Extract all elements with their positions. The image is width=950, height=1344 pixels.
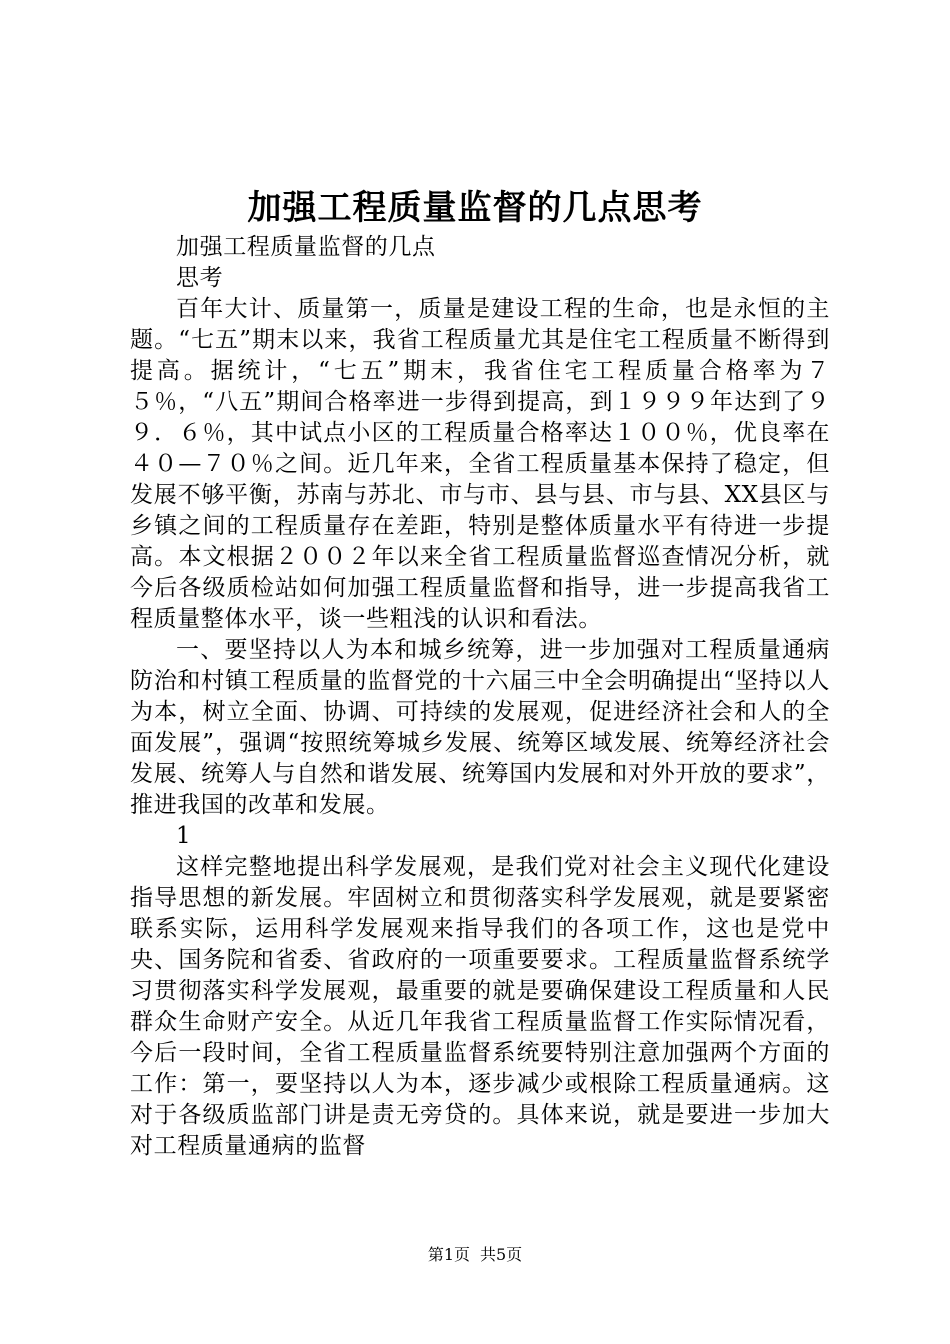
subtitle-line-2: 思考 — [176, 265, 224, 291]
paragraph-scientific-development: 这样完整地提出科学发展观，是我们党对社会主义现代化建设指导思想的新发展。牢固树立和贯彻落实科学发展观，就是要紧密联系实际，运用科学发展观来指导我们的各项工作，这也是党中央、国务院和省委、省政府的一项重要要求。工程质量监督系统学习贯彻落实科学发展观，最重要的就是要确保建设工程质量和人民群众生命财产安全。从近几年我省工程质量监督工作实际情况看，今后一段时间，全省工程质量监督系统要特别注意加强两个方面的工作：第一，要坚持以人为本，逐步减少或根除工程质量通病。这对于各级质监部门讲是责无旁贷的。具体来说，就是要进一步加大对工程质量通病的监督 — [130, 854, 830, 1159]
page-footer — [0, 1244, 950, 1266]
footer-total-pages: 共5页 — [480, 1245, 523, 1264]
paragraph-section-one: 一、要坚持以人为本和城乡统筹，进一步加强对工程质量通病防治和村镇工程质量的监督党的十六届三中全会明确提出“坚持以人为本，树立全面、协调、可持续的发展观，促进经济社会和人的全面发展”，强调“按照统筹城乡发展、统筹区域发展、统筹经济社会发展、统筹人与自然和谐发展、统筹国内发展和对外开放的要求”，推进我国的改革和发展。 — [130, 637, 830, 818]
document-title: 加强工程质量监督的几点思考 — [247, 188, 703, 228]
subtitle-line-1: 加强工程质量监督的几点 — [176, 234, 436, 260]
footer-page-number: 第1页 — [427, 1245, 470, 1264]
paragraph-intro: 百年大计、质量第一，质量是建设工程的生命，也是永恒的主题。“七五”期末以来，我省工程质量尤其是住宅工程质量不断得到提高。据统计，“七五”期末，我省住宅工程质量合格率为７５％，“八五”期间合格率进一步得到提高，到１９９９年达到了９９．６％，其中试点小区的工程质量合格率达１００％，优良率在４０—７０％之间。近几年来，全省工程质量基本保持了稳定，但发展不够平衡，苏南与苏北、市与市、县与县、市与县、XX县区与乡镇之间的工程质量存在差距，特别是整体质量水平有待进一步提高。本文根据２００２年以来全省工程质量监督巡查情况分析，就今后各级质检站如何加强工程质量监督和指导，进一步提高我省工程质量整体水平，谈一些粗浅的认识和看法。 — [130, 296, 830, 632]
document-body — [130, 232, 830, 1162]
inline-page-number: 1 — [176, 823, 192, 849]
